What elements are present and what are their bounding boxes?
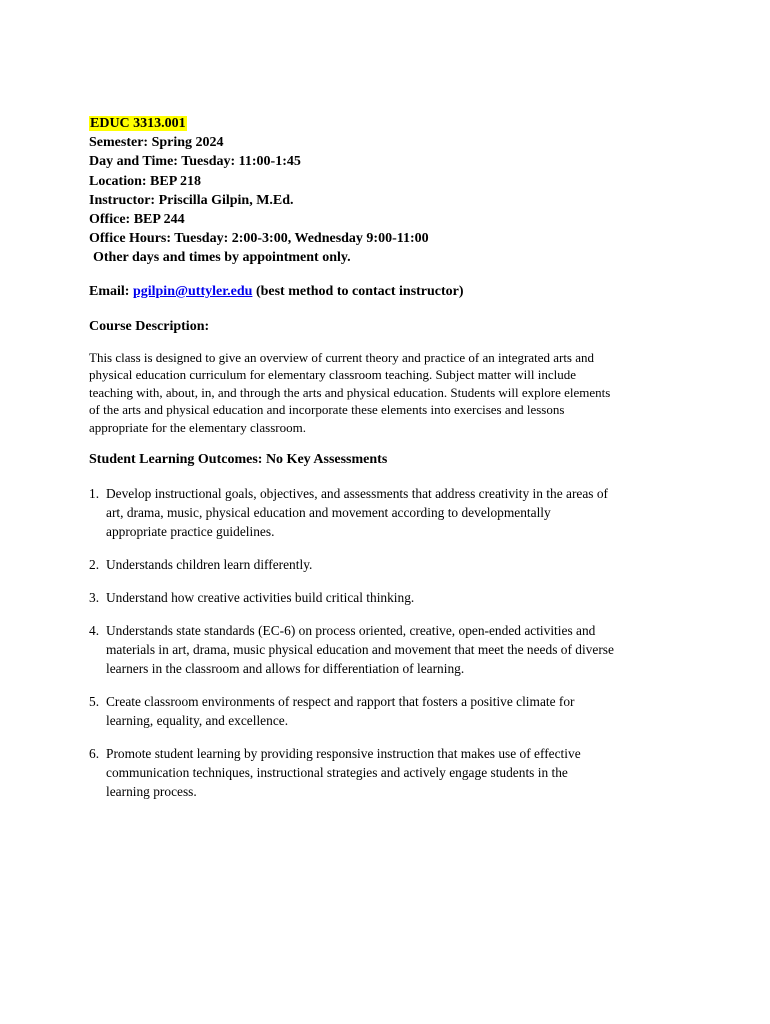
list-item-number: 4.: [89, 623, 100, 638]
course-description-text: [89, 349, 689, 436]
office-hours: Office Hours: Tuesday: 2:00-3:00, Wednesday 9:00-11:00: [89, 231, 429, 247]
list-item-line: materials in art, drama, music physical education and movement that meet the needs of diverse: [106, 642, 614, 657]
list-item-text: [106, 588, 689, 607]
email-line: [89, 283, 464, 301]
list-item: [89, 588, 689, 607]
list-item-line: communication techniques, instructional strategies and actively engage students in the: [106, 765, 568, 780]
list-item-line: learners in the classroom and allows for differentiation of learning.: [106, 661, 465, 676]
appointment-note: Other days and times by appointment only.: [93, 250, 351, 266]
course-code-line: [89, 114, 429, 133]
list-item-line: Develop instructional goals, objectives, and assessments that address creativity in the areas of: [106, 486, 609, 501]
list-item-number: 2.: [89, 557, 100, 572]
day-and-time: Day and Time: Tuesday: 11:00-1:45: [89, 154, 301, 170]
list-item: [89, 692, 689, 730]
list-item: [89, 621, 689, 678]
learning-outcomes-list: [89, 484, 689, 815]
list-item-line: learning process.: [106, 784, 197, 799]
instructor: Instructor: Priscilla Gilpin, M.Ed.: [89, 192, 294, 208]
description-line: appropriate for the elementary classroom.: [89, 419, 306, 435]
list-item: [89, 555, 689, 574]
learning-outcomes-heading: Student Learning Outcomes: No Key Assessments: [89, 452, 388, 467]
list-item: [89, 744, 689, 801]
list-item-line: Understands state standards (EC-6) on process oriented, creative, open-ended activities and: [106, 623, 596, 638]
list-item-line: Create classroom environments of respect and rapport that fosters a positive climate for: [106, 694, 575, 709]
description-line: physical education curriculum for elementary classroom teaching. Subject matter will include: [89, 367, 576, 383]
email-link[interactable]: pgilpin@uttyler.edu: [132, 284, 253, 299]
list-item-line: learning, equality, and excellence.: [106, 713, 289, 728]
list-item-number: 5.: [89, 694, 100, 709]
list-item: [89, 484, 689, 541]
description-line: This class is designed to give an overview of current theory and practice of an integrated arts and: [89, 350, 595, 365]
course-code: EDUC 3313.001: [90, 116, 186, 131]
list-item-number: 3.: [89, 590, 100, 605]
location: Location: BEP 218: [89, 173, 202, 189]
list-item-text: [106, 484, 689, 541]
semester: Semester: Spring 2024: [89, 135, 224, 151]
email-note: (best method to contact instructor): [252, 284, 464, 299]
description-line: of the arts and physical education and incorporate these elements into exercises and lessons: [89, 402, 565, 418]
list-item-text: [106, 692, 689, 730]
list-item-line: Understands children learn differently.: [106, 557, 313, 572]
list-item-number: 1.: [89, 486, 100, 501]
description-line: teaching with, about, in, and through the arts and physical education. Students will explore elements: [89, 384, 611, 400]
list-item-text: [106, 555, 689, 574]
email-label: Email:: [89, 284, 133, 299]
list-item-line: Understand how creative activities build critical thinking.: [106, 590, 415, 605]
list-item-text: [106, 744, 689, 801]
list-item-number: 6.: [89, 746, 100, 761]
office: Office: BEP 244: [89, 212, 185, 228]
list-item-text: [106, 621, 689, 678]
course-info-block: [89, 114, 429, 268]
list-item-line: art, drama, music, physical education and movement according to developmentally: [106, 505, 551, 520]
course-description-heading: Course Description:: [89, 319, 210, 334]
list-item-line: appropriate practice guidelines.: [106, 524, 275, 539]
list-item-line: Promote student learning by providing responsive instruction that makes use of effective: [106, 746, 581, 761]
